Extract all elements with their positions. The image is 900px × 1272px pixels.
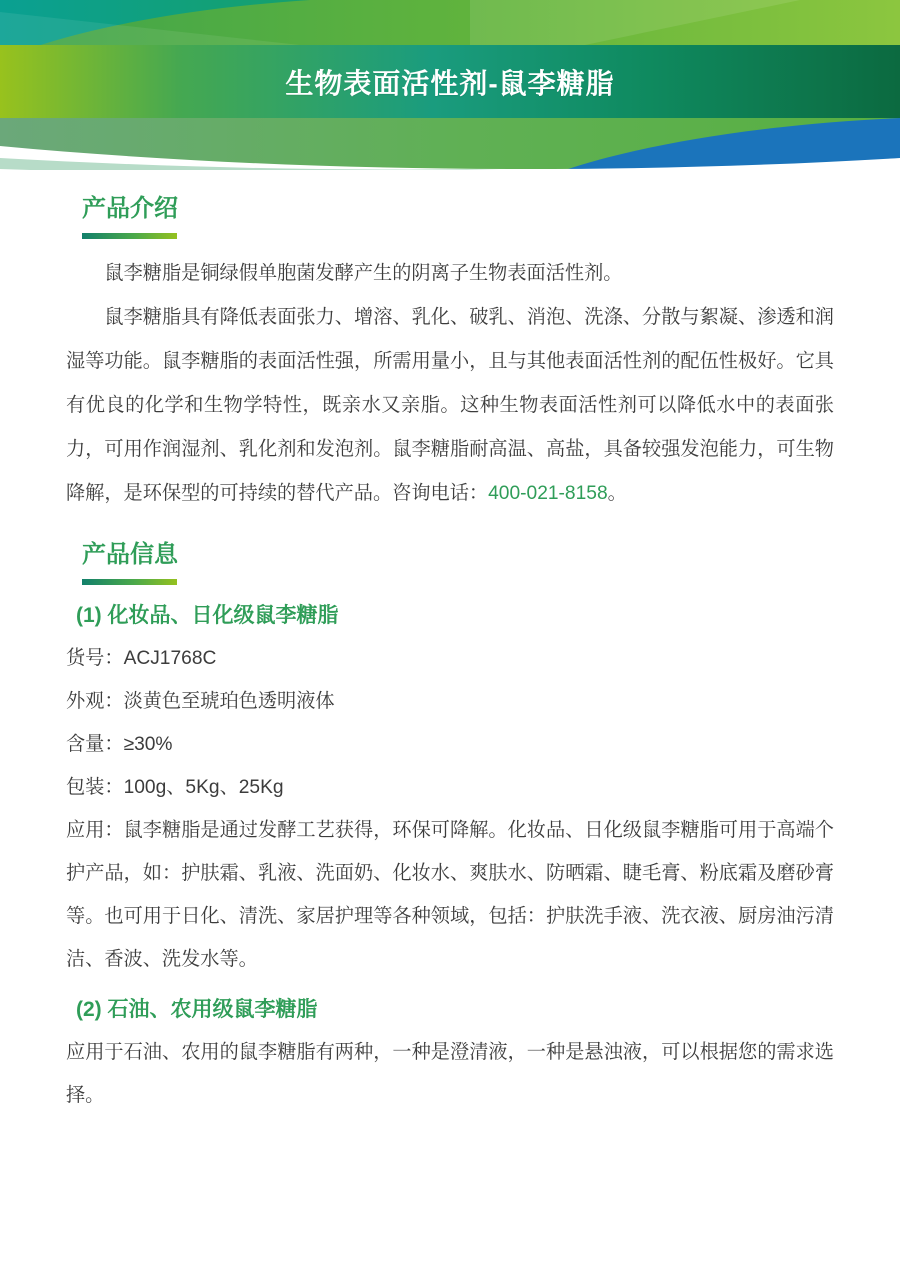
field-label: 包装： (66, 777, 124, 798)
header-banner (0, 0, 900, 170)
intro-paragraph-2-text: 鼠李糖脂具有降低表面张力、增溶、乳化、破乳、消泡、洗涤、分散与絮凝、渗透和润湿等功能。鼠李糖脂的表面活性强，所需用量小，且与其他表面活性剂的配伍性极好。它具有优良的化学和生物学特性，既亲水又亲脂。这种生物表面活性剂可以降低水中的表面张力，可用作润湿剂、乳化剂和发泡剂。鼠李糖脂耐高温、高盐，具备较强发泡能力，可生物降解，是环保型的可持续的替代产品。咨询电话： (66, 307, 834, 504)
field-row-item-no (66, 637, 834, 680)
intro-paragraph-1: 鼠李糖脂是铜绿假单胞菌发酵产生的阴离子生物表面活性剂。 (104, 263, 623, 284)
page-title: 生物表面活性剂-鼠李糖脂 (285, 67, 615, 99)
content (0, 194, 900, 1117)
subsection-heading-petroleum: (2) 石油、农用级鼠李糖脂 (76, 998, 318, 1021)
field-value: ACJ1768C (123, 648, 217, 669)
section-heading-info: 产品信息 (82, 541, 178, 568)
intro-paragraph-2-end: 。 (607, 483, 627, 504)
field-value: ≥30% (123, 734, 173, 755)
heading-underline-intro (82, 233, 177, 239)
field-row-content (66, 723, 834, 766)
phone-number-link[interactable]: 400-021-8158 (488, 483, 608, 504)
field-value: 淡黄色至琥珀色透明液体 (123, 691, 335, 712)
intro-paragraph-2 (66, 296, 834, 516)
field-value: 100g、5Kg、25Kg (123, 777, 284, 798)
product-fields (66, 637, 834, 809)
field-label: 货号： (66, 648, 124, 669)
application-paragraph: 应用：鼠李糖脂是通过发酵工艺获得，环保可降解。化妆品、日化级鼠李糖脂可用于高端个护产品，如：护肤霜、乳液、洗面奶、化妆水、爽肤水、防晒霜、睫毛膏、粉底霜及磨砂膏等。也可用于日化、清洗、家居护理等各种领域，包括：护肤洗手液、洗衣液、厨房油污清洁、香波、洗发水等。 (66, 820, 834, 970)
field-label: 含量： (66, 734, 124, 755)
section-heading-intro: 产品介绍 (82, 195, 178, 222)
subsection-heading-cosmetic: (1) 化妆品、日化级鼠李糖脂 (76, 604, 339, 627)
heading-underline-info (82, 579, 177, 585)
field-row-packaging (66, 766, 834, 809)
field-row-appearance (66, 680, 834, 723)
field-label: 外观： (66, 691, 124, 712)
petroleum-paragraph: 应用于石油、农用的鼠李糖脂有两种，一种是澄清液，一种是悬浊液，可以根据您的需求选择。 (66, 1042, 834, 1106)
